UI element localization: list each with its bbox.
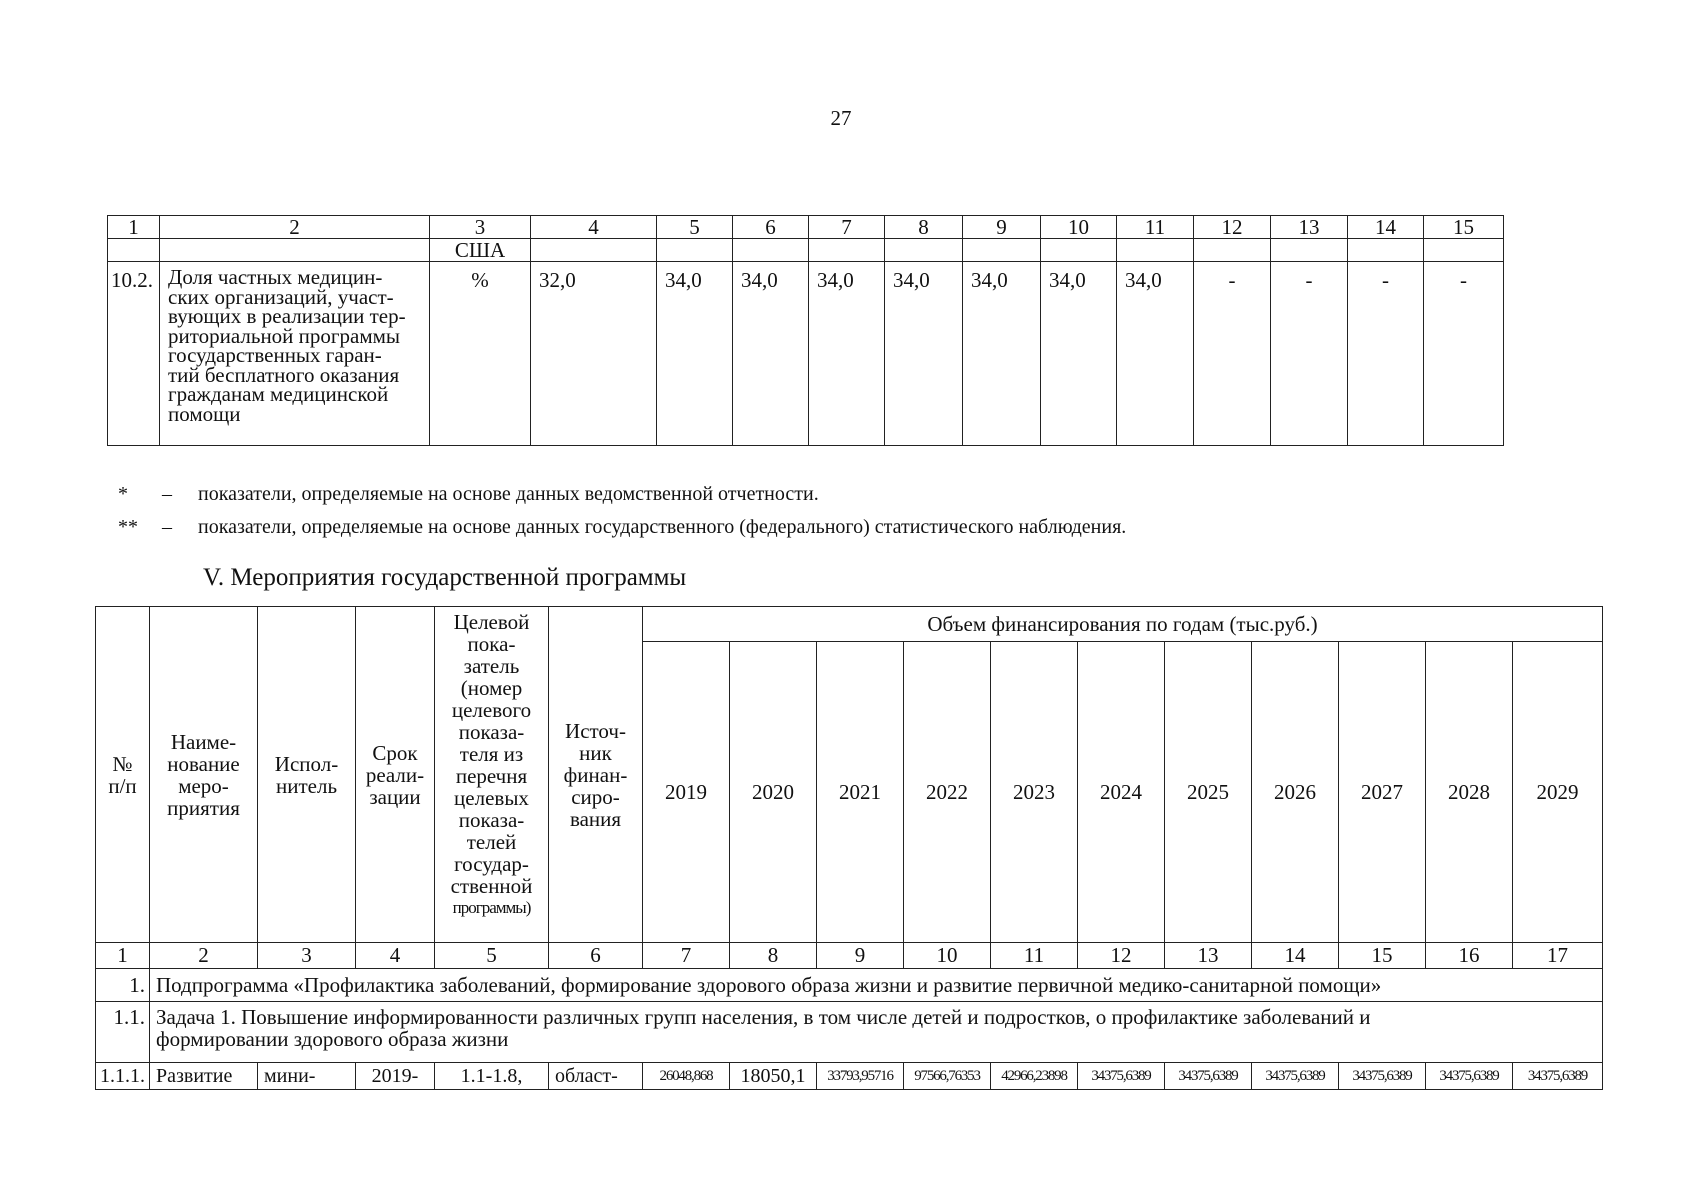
indicator-name-line: Доля частных медицин- xyxy=(168,265,383,289)
footnote-text: показатели, определяемые на основе данных ведомственной отчетности. xyxy=(198,483,819,505)
amount-cell: 42966,23898 xyxy=(991,1063,1078,1090)
column-number: 4 xyxy=(356,943,435,969)
table-row xyxy=(108,262,1504,446)
value-cell: 34,0 xyxy=(963,262,1041,446)
value-cell: 34,0 xyxy=(1041,262,1117,446)
task-title xyxy=(150,1002,1603,1063)
year-header: 2025 xyxy=(1165,642,1252,943)
column-number: 12 xyxy=(1078,943,1165,969)
footnote-dash: – xyxy=(162,516,172,538)
column-number: 6 xyxy=(549,943,643,969)
indicator-name-line: ских организаций, участ- xyxy=(168,284,394,309)
column-number: 14 xyxy=(1252,943,1339,969)
value-cell: - xyxy=(1424,262,1504,446)
header-name: Наиме- нование меро- приятия xyxy=(150,607,258,943)
amount-cell: 26048,868 xyxy=(643,1063,730,1090)
continuation-row xyxy=(108,239,1504,262)
column-number: 6 xyxy=(733,216,809,239)
year-header: 2023 xyxy=(991,642,1078,943)
header-no: № п/п xyxy=(96,607,150,943)
column-number: 9 xyxy=(817,943,904,969)
column-number: 13 xyxy=(1165,943,1252,969)
activity-executor: мини- xyxy=(258,1063,356,1090)
header-funding-source: Источ- ник финан- сиро- вания xyxy=(549,607,643,943)
year-header: 2022 xyxy=(904,642,991,943)
amount-cell: 34375,6389 xyxy=(1513,1063,1603,1090)
amount-cell: 34375,6389 xyxy=(1339,1063,1426,1090)
column-number: 15 xyxy=(1339,943,1426,969)
indicator-name-line: государственных гаран- xyxy=(168,343,382,367)
table-row xyxy=(96,1063,1603,1090)
task-title-line: Задача 1. Повышение информированности различных групп населения, в том числе детей и подростков, о профилактике заболеваний и xyxy=(156,1005,1371,1029)
column-number: 1 xyxy=(108,216,160,239)
year-header: 2027 xyxy=(1339,642,1426,943)
value-cell: 34,0 xyxy=(657,262,733,446)
section-heading: V. Мероприятия государственной программы xyxy=(203,564,687,591)
column-number: 11 xyxy=(991,943,1078,969)
year-header: 2020 xyxy=(730,642,817,943)
year-header: 2028 xyxy=(1426,642,1513,943)
activity-target: 1.1-1.8, xyxy=(435,1063,549,1090)
value-cell: 34,0 xyxy=(809,262,885,446)
activity-term: 2019- xyxy=(356,1063,435,1090)
indicators-table xyxy=(107,215,1504,446)
value-cell: 34,0 xyxy=(1117,262,1194,446)
footnote-text: показатели, определяемые на основе данных государственного (федерального) статистического наблюдения. xyxy=(198,516,1127,538)
year-header: 2024 xyxy=(1078,642,1165,943)
value-cell: - xyxy=(1348,262,1424,446)
program-activities-table xyxy=(95,606,1603,1090)
value-cell: - xyxy=(1271,262,1348,446)
column-number-row xyxy=(108,216,1504,239)
header-target-indicator: Целевой пока- затель (номер целевого показа- теля из перечня целевых показа- телей государ- ственной программы) xyxy=(435,607,549,943)
year-header: 2029 xyxy=(1513,642,1603,943)
column-number: 8 xyxy=(885,216,963,239)
page-number: 27 xyxy=(830,106,852,130)
header-row xyxy=(96,607,1603,642)
column-number: 16 xyxy=(1426,943,1513,969)
column-number: 3 xyxy=(258,943,356,969)
footnote-dash: – xyxy=(162,483,172,505)
amount-cell: 97566,76353 xyxy=(904,1063,991,1090)
header-term: Срок реали- зации xyxy=(356,607,435,943)
amount-cell: 34375,6389 xyxy=(1078,1063,1165,1090)
header-executor: Испол- нитель xyxy=(258,607,356,943)
value-cell: 34,0 xyxy=(733,262,809,446)
indicator-name-line: вующих в реализации тер- xyxy=(168,304,406,328)
amount-cell: 33793,95716 xyxy=(817,1063,904,1090)
column-number: 5 xyxy=(435,943,549,969)
subprogram-title: Подпрограмма «Профилактика заболеваний, формирование здорового образа жизни и развитие первичной медико-санитарной помощи» xyxy=(150,969,1603,1002)
subprogram-row xyxy=(96,969,1603,1002)
value-cell: 32,0 xyxy=(531,262,657,446)
task-row xyxy=(96,1002,1603,1063)
activity-index: 1.1.1. xyxy=(96,1063,150,1090)
column-number: 11 xyxy=(1117,216,1194,239)
task-title-line: формировании здорового образа жизни xyxy=(156,1027,509,1051)
column-number: 3 xyxy=(430,216,531,239)
column-number: 2 xyxy=(160,216,430,239)
column-number: 9 xyxy=(963,216,1041,239)
column-number: 7 xyxy=(809,216,885,239)
year-header: 2019 xyxy=(643,642,730,943)
indicator-name-line: помощи xyxy=(168,401,241,426)
value-cell: 34,0 xyxy=(885,262,963,446)
indicator-name-line: тий бесплатного оказания xyxy=(168,362,400,387)
column-number: 1 xyxy=(96,943,150,969)
header-funding-volume: Объем финансирования по годам (тыс.руб.) xyxy=(643,607,1603,642)
row-index: 10.2. xyxy=(108,262,160,446)
column-number-row xyxy=(96,943,1603,969)
activity-source: област- xyxy=(549,1063,643,1090)
column-number: 14 xyxy=(1348,216,1424,239)
amount-cell: 34375,6389 xyxy=(1165,1063,1252,1090)
column-number: 7 xyxy=(643,943,730,969)
column-number: 4 xyxy=(531,216,657,239)
amount-cell: 34375,6389 xyxy=(1426,1063,1513,1090)
column-number: 8 xyxy=(730,943,817,969)
column-number: 13 xyxy=(1271,216,1348,239)
footnote-mark: ** xyxy=(118,516,138,538)
activity-name: Развитие xyxy=(150,1063,258,1090)
indicator-name-line: гражданам медицинской xyxy=(168,382,389,406)
continuation-unit: США xyxy=(430,239,531,262)
column-number: 12 xyxy=(1194,216,1271,239)
indicator-name-line: риториальной программы xyxy=(168,323,401,348)
amount-cell: 34375,6389 xyxy=(1252,1063,1339,1090)
year-header: 2021 xyxy=(817,642,904,943)
column-number: 17 xyxy=(1513,943,1603,969)
column-number: 5 xyxy=(657,216,733,239)
column-number: 15 xyxy=(1424,216,1504,239)
unit-cell: % xyxy=(430,262,531,446)
year-header: 2026 xyxy=(1252,642,1339,943)
subprogram-index: 1. xyxy=(96,969,150,1002)
value-cell: - xyxy=(1194,262,1271,446)
column-number: 10 xyxy=(904,943,991,969)
column-number: 10 xyxy=(1041,216,1117,239)
column-number: 2 xyxy=(150,943,258,969)
task-index: 1.1. xyxy=(96,1002,150,1063)
indicator-name xyxy=(160,262,430,446)
footnote-mark: * xyxy=(118,483,128,505)
amount-cell: 18050,1 xyxy=(730,1063,817,1090)
